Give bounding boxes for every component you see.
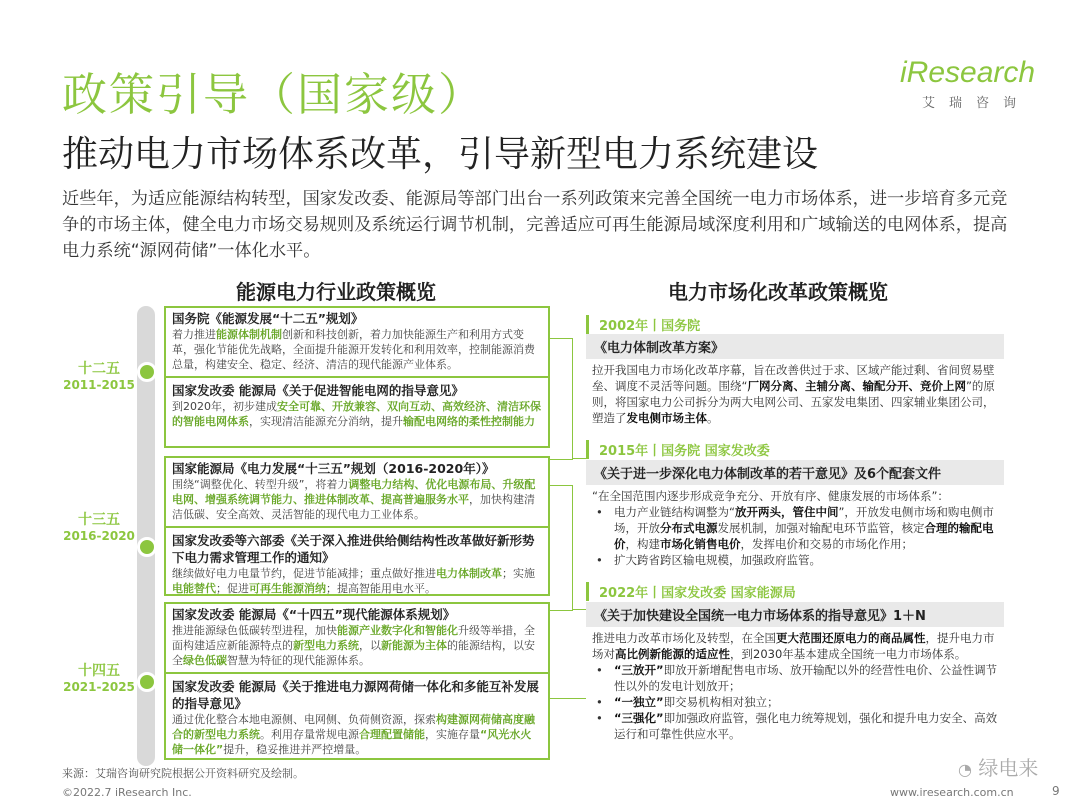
policy-item: [166, 530, 548, 598]
policy-title: 国家能源局《电力发展“十三五”规划（2016-2020年）》: [172, 461, 495, 476]
reform-body-2002: 拉开我国电力市场化改革序幕，旨在改善供过于求、区域产能过剩、省间贸易壁垒、调度不灵活等问题。围绕“厂网分离、主辅分离、输配分开、竞价上网”的原则，将国家电力公司拆分为两大电网公司、五家发电集团、四家辅业集团公司，塑造了发电侧市场主体。: [592, 363, 995, 425]
policy-title: 国家发改委 能源局《关于促进智能电网的指导意见》: [172, 383, 464, 398]
watermark: [958, 752, 1038, 781]
reform-title-2015: 《关于进一步深化电力体制改革的若干意见》及6个配套文件: [586, 460, 1004, 485]
period-label-3: [44, 660, 154, 694]
policy-box-12th: [164, 306, 550, 448]
policy-box-13th: [164, 456, 550, 596]
policy-title: 国家发改委 能源局《“十四五”现代能源体系规划》: [172, 607, 456, 622]
policy-title: 国家发改委等六部委《关于深入推进供给侧结构性改革做好新形势下电力需求管理工作的通知》: [172, 533, 535, 565]
policy-item: [166, 458, 548, 524]
policy-item: [166, 604, 548, 670]
divider: [166, 672, 548, 674]
left-section-heading: 能源电力行业政策概览: [236, 280, 436, 304]
policy-box-14th: [164, 602, 550, 760]
connector-line: [572, 609, 586, 610]
connector-line: [550, 338, 573, 460]
iresearch-logo: [900, 56, 1036, 111]
watermark-text: 绿电来: [978, 756, 1039, 780]
policy-item: [166, 308, 548, 374]
source-note: 来源：艾瑞咨询研究院根据公开资料研究及绘制。: [62, 767, 304, 780]
policy-body: 着力推进能源体制机制创新和科技创新，着力加快能源生产和利用方式变革，强化节能优先战略，全面提升能源开发转化和利用效率，控制能源消费总量，构建安全、稳定、经济、清洁的现代能源产业体系。: [172, 328, 535, 371]
period-name: 十二五: [78, 361, 120, 377]
policy-body: 推进能源绿色低碳转型进程，加快能源产业数字化和智能化升级等举措，全面构建适应新能源特点的新型电力系统，以新能源为主体的能源结构，以安全绿色低碳智慧为特征的现代能源体系。: [172, 624, 535, 667]
logo-word: iResearch: [900, 56, 1036, 89]
page-subtitle: 推动电力市场体系改革，引导新型电力系统建设: [62, 134, 819, 175]
connector-line: [550, 485, 573, 611]
page-title: 政策引导（国家级）: [62, 68, 486, 121]
reform-tag-2015: 2015年丨国务院 国家发改委: [586, 440, 770, 459]
policy-body: 继续做好电力电量节约，促进节能减排；重点做好推进电力体制改革；实施电能替代；促进可再生能源消纳；提高智能用电水平。: [172, 567, 535, 595]
period-name: 十四五: [78, 663, 120, 679]
wechat-icon: ◔: [958, 760, 972, 779]
policy-item: [166, 676, 548, 759]
reform-tag-2002: 2002年丨国务院: [586, 315, 700, 334]
intro-paragraph: 近些年，为适应能源结构转型，国家发改委、能源局等部门出台一系列政策来完善全国统一电力市场体系，进一步培育多元竞争的市场主体，健全电力市场交易规则及系统运行调节机制，完善适应可再生能源局域深度利用和广域输送的电网体系，提高电力系统“源网荷储”一体化水平。: [62, 189, 1008, 261]
connector-line: [550, 698, 586, 699]
period-years: 2021-2025: [63, 680, 135, 694]
divider: [166, 526, 548, 528]
period-label-2: [44, 509, 154, 543]
policy-body: 到2020年，初步建成安全可靠、开放兼容、双向互动、高效经济、清洁环保的智能电网体系，实现清洁能源充分消纳，提升输配电网络的柔性控制能力: [172, 400, 541, 428]
logo-cn: 艾瑞咨询: [921, 96, 1030, 111]
period-years: 2016-2020: [63, 529, 135, 543]
reform-title-2022: 《关于加快建设全国统一电力市场体系的指导意见》1＋N: [586, 602, 1004, 627]
period-label-1: [44, 358, 154, 392]
right-section-heading: 电力市场化改革政策概览: [668, 280, 888, 304]
footer-url: www.iresearch.com.cn: [890, 786, 1014, 799]
period-years: 2011-2015: [63, 378, 135, 392]
period-name: 十三五: [78, 512, 120, 528]
connector-line: [572, 458, 586, 459]
reform-tag-2022: 2022年丨国家发改委 国家能源局: [586, 582, 796, 601]
reform-title-2002: 《电力体制改革方案》: [586, 334, 1004, 359]
copyright: ©2022.7 iResearch Inc.: [62, 786, 192, 799]
policy-title: 国务院《能源发展“十二五”规划》: [172, 311, 364, 326]
policy-body: 通过优化整合本地电源侧、电网侧、负荷侧资源，探索构建源网荷储高度融合的新型电力系统。利用存量常规电源合理配置储能，实施存量“风光水火储一体化”提升，稳妥推进并严控增量。: [172, 713, 535, 756]
reform-body-2015: “在全国范围内逐步形成竞争充分、开放有序、健康发展的市场体系”： • 电力产业链结构调整为“放开两头，管住中间”，开放发电侧市场和购电侧市场，开放分布式电源发展机制，加强对输配电环节监管，核定合理的输配电价，构建市场化销售电价，发挥电价和交易的市场化作用； • 扩大跨省跨区输电规模，加强政府监管。: [592, 488, 1004, 568]
policy-title: 国家发改委 能源局《关于推进电力源网荷储一体化和多能互补发展的指导意见》: [172, 679, 539, 711]
policy-body: 围绕“调整优化、转型升级”，将着力调整电力结构、优化电源布局、升级配电网、增强系统调节能力、推进体制改革、提高普遍服务水平，加快构建清洁低碳、安全高效、灵活智能的现代电力工业体系。: [172, 478, 536, 521]
policy-item: [166, 380, 548, 431]
reform-body-2022: 推进电力改革市场化及转型，在全国更大范围还原电力的商品属性，提升电力市场对高比例新能源的适应性，到2030年基本建成全国统一电力市场体系。 • “三放开”即放开新增配售电市场、放开输配以外的经营性电价、公益性调节性以外的发电计划放开； • “一独立”即交易机构相对独立； • “三强化”即加强政府监管，强化电力统筹规划，强化和提升电力安全、高效运行和可靠性供应水平。: [592, 630, 1004, 742]
divider: [166, 376, 548, 378]
page-number: 9: [1052, 784, 1060, 798]
